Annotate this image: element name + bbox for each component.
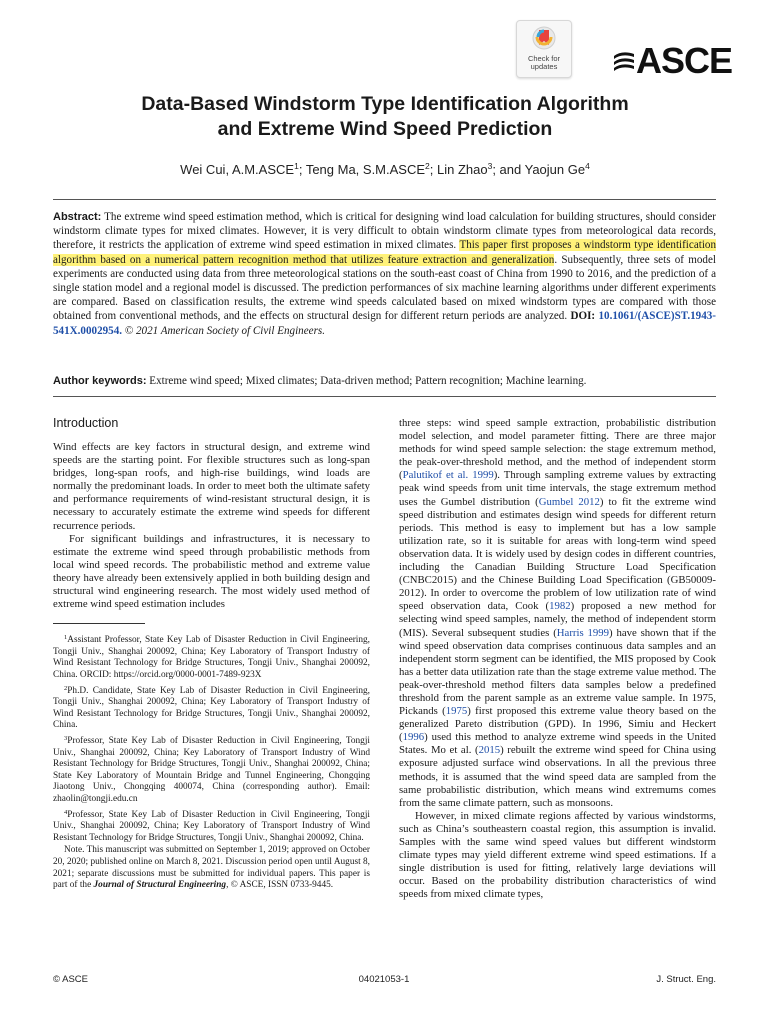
copyright-notice: © 2021 American Society of Civil Engineers. <box>122 324 325 337</box>
title-line-2: and Extreme Wind Speed Prediction <box>217 118 553 140</box>
journal-name: Journal of Structural Engineering <box>93 880 227 891</box>
section-heading: Introduction <box>53 416 119 430</box>
footnote-divider <box>53 623 145 624</box>
footnote-marker: 2 <box>64 684 68 692</box>
author-list <box>60 158 710 178</box>
footnote-text: Professor, State Key Lab of Disaster Reduction in Civil Engineering, Tongji Univ., Shanghai 200092, China; Key Laboratory of Transport Industry of Wind Resistant Technology for Bridge Structures, Tongji Univ., Shanghai 200092, China; State Key Laboratory of Mountain Bridge and Tunnel Engineering, Chongqing Jiaotong Univ., Chongqing 400074, China (corresponding author). Email: zhaolin@tongji.edu.cn <box>53 735 370 804</box>
check-for-updates-badge[interactable] <box>516 20 572 78</box>
affiliation-footnote <box>53 807 370 845</box>
author-affiliation-marker: 1 <box>294 161 299 171</box>
footer-journal-abbrev: J. Struct. Eng. <box>656 974 716 985</box>
body-paragraph: For significant buildings and infrastructures, it is necessary to estimate the extreme wind speed through probabilistic methods from local wind speed records. The probabilistic method and extreme value theory have already been extensively applied in both building design and structural wind engineering research. The most widely used method of extreme wind speed estimation includes <box>53 532 370 611</box>
abstract-label: Abstract: <box>53 211 102 223</box>
citation-link[interactable]: Palutikof et al. 1999 <box>402 469 494 482</box>
body-text: ) first proposed this extreme value theory based on the generalized Pareto distribution (GPD). In 1996, Simiu and Heckert ( <box>399 705 716 744</box>
footnote-marker: 1 <box>64 634 68 642</box>
affiliation-footnote <box>53 683 370 732</box>
author-name: Lin Zhao <box>437 162 488 177</box>
body-text: ) rebuilt the extreme wind speed for China using exposure adjusted surface wind observations. In all the previous three methods, it is assumed that the wind speed data are sampled from the same probabilistic distribution, which means wind extremums comes from the same climate pattern, such as monsoons. <box>399 744 716 809</box>
crossmark-icon <box>531 25 557 55</box>
footer-article-number: 04021053-1 <box>358 974 410 985</box>
note-text: Note. This manuscript was submitted on September 1, 2019; approved on October 20, 2020; published online on March 8, 2021. Discussion period open until August 8, 2021; separate discussions must be submitted for individual papers. This paper is part of the <box>53 845 370 891</box>
doi-link[interactable]: 10.1061/(ASCE)ST.1943-541X.0002954. <box>53 310 716 337</box>
abstract-highlighted-text[interactable]: This paper first proposes a windstorm type identification algorithm based on a numerical pattern recognition method that utilizes feature extraction and generalization <box>53 239 716 266</box>
body-paragraph <box>399 417 716 810</box>
footnote-text: Assistant Professor, State Key Lab of Disaster Reduction in Civil Engineering, Tongji Univ., Shanghai 200092, China; Key Laboratory of Transport Industry of Wind Resistant Technology for Bridge Structures, Tongji Univ., Shanghai 200092, China. ORCID: https://orcid.org/0000-0001-7489-923X <box>53 635 370 680</box>
abstract <box>53 210 716 338</box>
title-line-1: Data-Based Windstorm Type Identification Algorithm <box>141 93 629 115</box>
author-name: Teng Ma, S.M.ASCE <box>305 162 426 177</box>
submission-note <box>53 845 370 891</box>
citation-link[interactable]: 1975 <box>445 705 468 718</box>
footer-publisher: © ASCE <box>53 974 88 985</box>
citation-link[interactable]: 2015 <box>478 744 501 757</box>
abstract-text: . Subsequently, three sets of model experiments are conducted using data from three meteorological stations on the south-east coast of China from 1990 to 2016, and the prediction of a single station model and a regional model is discussed. The prediction performances of six machine learning algorithms under different experiments are compared. Based on classification results, the extreme wind speeds calculated based on mixed windstorm types are compared with those obtained from conventional methods, and the effects on structural design for different return periods are analyzed. <box>53 253 716 323</box>
affiliation-footnote <box>53 733 370 806</box>
citation-link[interactable]: Gumbel 2012 <box>538 495 600 508</box>
body-text: ) to fit the extreme wind speed distribution and estimates design wind speeds for different return periods. This method is easy to implement but has a low sample utilization rate, so it is suitable for areas with long-term wind speed observation data. It is widely used by design codes in different countries, including the Canadian Building Structure Load Specification (CNBC2015) and the Chinese Building Load Specification (GB50009-2012). In order to overcome the problem of low utilization rate of wind speed observation data, Cook ( <box>399 495 716 613</box>
body-text: three steps: wind speed sample extraction, probabilistic distribution model selection, and model parameter fitting. There are three major methods for wind speed sample selection: the stage extremum method, the peak-over-threshold method, and the method of independent storm ( <box>399 417 716 482</box>
footnote-marker: 3 <box>64 734 68 742</box>
author-affiliation-marker: 4 <box>585 161 590 171</box>
author-keywords <box>53 374 716 388</box>
body-text: ) used this method to analyze extreme wind speeds in the United States. Mo et al. ( <box>399 731 716 757</box>
right-column <box>399 417 716 901</box>
citation-link[interactable]: Harris 1999 <box>556 626 610 639</box>
body-text: ) have shown that if the wind speed observation data comprises continuous data samples and an independent storm segment can be identified, the MIS proposed by Cook has a better data utilization rate than the stage extreme value method. The peak-over-threshold method filters data samples below a predefined threshold from the parent sample as an extreme value sample. In 1975, Pickands ( <box>399 626 716 718</box>
keywords-divider <box>53 396 716 397</box>
doi-label: DOI: <box>570 310 599 323</box>
top-divider <box>53 199 716 200</box>
body-text: ) proposed a new method for selecting wind speed samples, namely, the method of independent storm (MIS). Several subsequent studies ( <box>399 600 716 639</box>
keywords-text: Extreme wind speed; Mixed climates; Data-driven method; Pattern recognition; Machine learning. <box>146 375 587 387</box>
author-affiliation-marker: 3 <box>487 161 493 171</box>
body-paragraph: Wind effects are key factors in structural design, and extreme wind speeds are the starting point. For flexible structures such as long-span bridges, long-span roofs, and high-rise buildings, wind loads are normally the predominant loads. In order to meet both the ultimate safety and performance requirements of wind-resistant structural design, it is necessary to accurately estimate the extreme wind speeds for different recurrence periods. <box>53 441 370 532</box>
author-name: Yaojun Ge <box>524 162 586 177</box>
badge-line-1: Check for <box>527 54 561 63</box>
citation-link[interactable]: 1996 <box>402 731 425 744</box>
author-separator: ; and <box>492 162 525 177</box>
note-tail: , © ASCE, ISSN 0733-9445. <box>226 880 334 891</box>
author-affiliation-marker: 2 <box>425 161 430 171</box>
asce-logo <box>612 40 733 81</box>
keywords-label: Author keywords: <box>53 375 147 387</box>
left-column <box>53 415 370 893</box>
author-name: Wei Cui, A.M.ASCE <box>180 162 295 177</box>
footnote-text: Ph.D. Candidate, State Key Lab of Disaster Reduction in Civil Engineering, Tongji Univ., Shanghai 200092, China; Key Laboratory of Transport Industry of Wind Resistant Technology for Bridge Structures, Tongji Univ., Shanghai 200092, China. <box>53 685 370 731</box>
author-separator: ; <box>298 162 306 177</box>
abstract-text: The extreme wind speed estimation method, which is critical for designing wind load calculation for building structures, should consider windstorm climate types for mixed climates. However, it is very difficult to obtain windstorm climate types from meteorological data records, therefore, it restricts the application of extreme wind speed estimation in mixed climates. <box>53 211 716 252</box>
body-text: ). Through sampling extreme values by extracting peak wind speeds from unit time intervals, the stage extremum method uses the Gumbel distribution ( <box>399 469 716 508</box>
affiliation-footnote <box>53 632 370 681</box>
citation-link[interactable]: 1982 <box>549 600 571 613</box>
paper-title <box>60 92 710 142</box>
footnote-text: Professor, State Key Lab of Disaster Reduction in Civil Engineering, Tongji Univ., Shanghai 200092, China; Key Laboratory of Transport Industry of Wind Resistant Technology for Bridge Structures, Tongji Univ., Shanghai 200092, China. <box>53 809 370 843</box>
asce-logo-text: ASCE <box>636 40 733 81</box>
badge-line-2: updates <box>530 62 558 71</box>
body-paragraph: However, in mixed climate regions affected by various windstorms, such as China’s southeastern coastal region, this assumption is invalid. Samples with the same wind speed values but different windstorm climate types may yield different extreme wind speed estimations. If a single distribution is used for fitting, relatively large deviations will occur. Based on the probability distribution characteristics of wind speeds from mixed climate types, <box>399 809 716 901</box>
footnote-marker: 4 <box>64 808 68 816</box>
author-separator: ; <box>429 162 437 177</box>
